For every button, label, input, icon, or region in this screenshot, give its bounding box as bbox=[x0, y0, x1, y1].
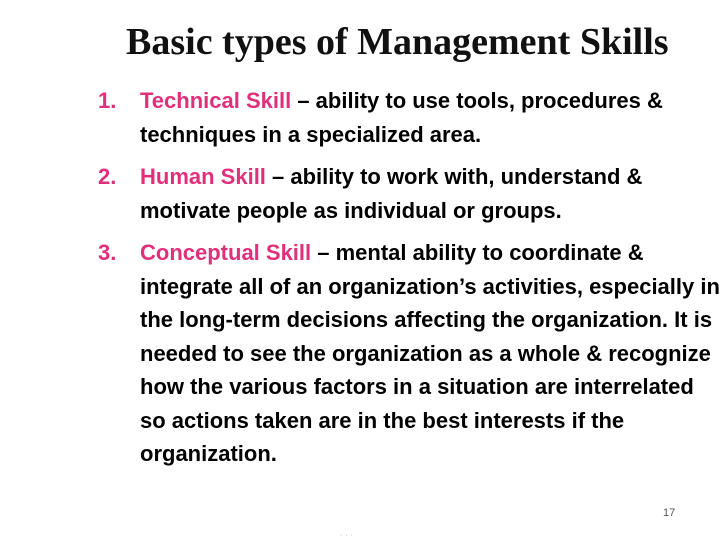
skill-term: Human Skill bbox=[140, 164, 266, 189]
skill-term: Conceptual Skill bbox=[140, 240, 312, 265]
slide-title: Basic types of Management Skills bbox=[126, 21, 669, 63]
list-item bbox=[98, 160, 720, 227]
page-number: 17 bbox=[663, 507, 676, 519]
skill-description: – ability to use tools, procedures & techniques in a specialized area. bbox=[140, 88, 663, 147]
skill-term: Technical Skill bbox=[140, 88, 292, 113]
skill-description: – mental ability to coordinate & integrate all of an organization’s activities, especially in the long-term decisions affecting the organization. It is needed to see the organization as a whole & recognize how the various factors in a situation are interrelated so actions taken are in the best interests if the organization. bbox=[140, 240, 720, 466]
list-item-number: 3. bbox=[98, 240, 117, 265]
skill-description: – ability to work with, understand & motivate people as individual or groups. bbox=[140, 164, 643, 223]
list-item-number: 2. bbox=[98, 164, 117, 189]
list-item bbox=[98, 236, 720, 471]
list-item-number: 1. bbox=[98, 88, 117, 113]
skills-list bbox=[98, 84, 720, 480]
footer-decoration: ··· bbox=[340, 532, 356, 539]
list-item bbox=[98, 84, 720, 151]
